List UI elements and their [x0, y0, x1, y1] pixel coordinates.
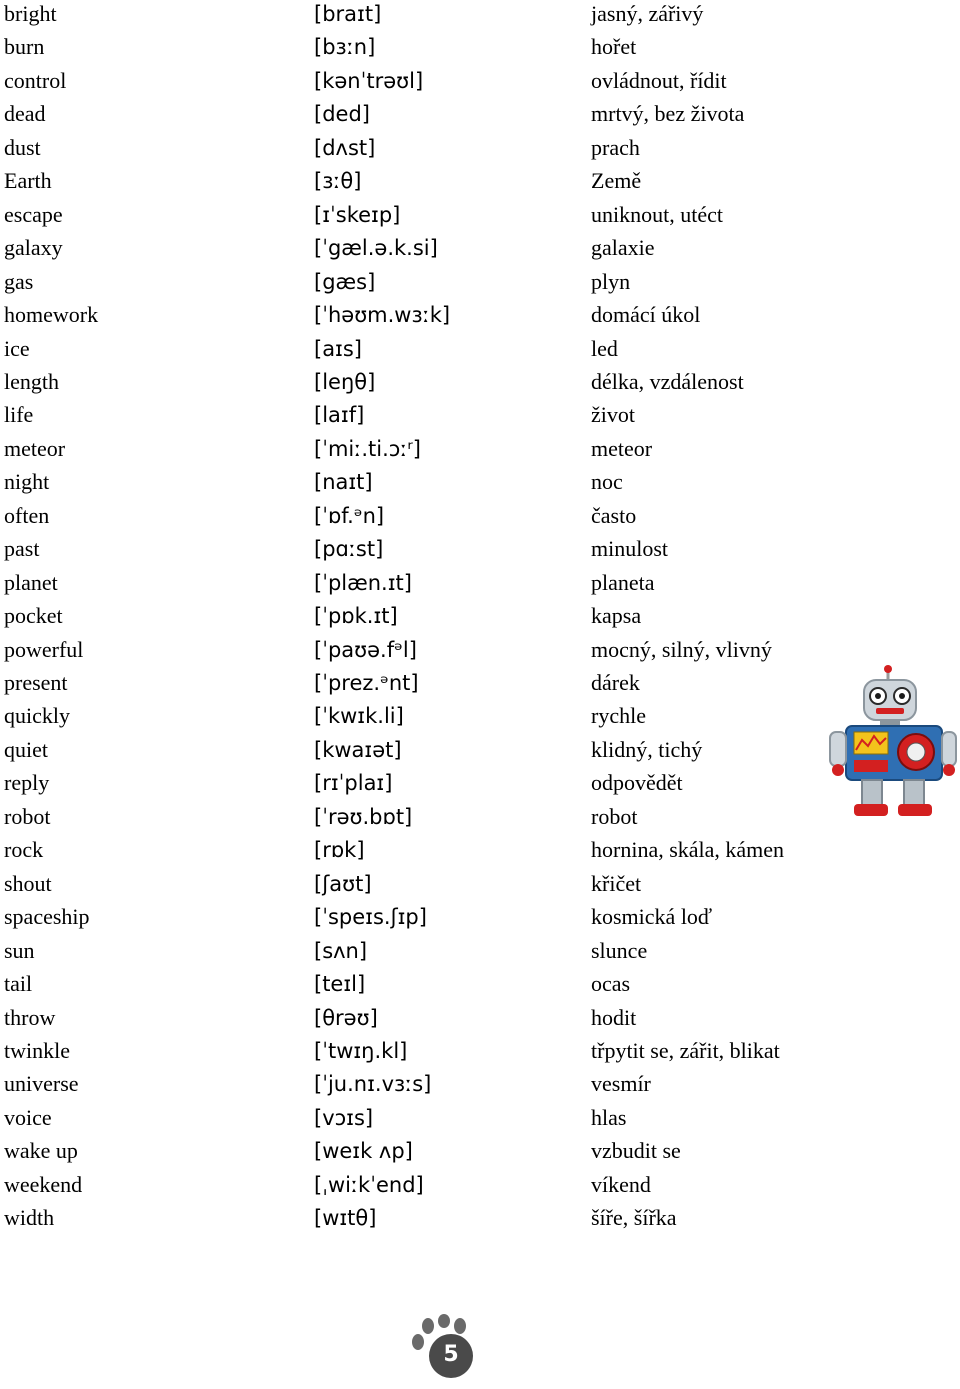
- vocabulary-row: [0, 535, 960, 568]
- english-word: control: [4, 67, 67, 93]
- english-word: present: [4, 670, 68, 695]
- vocabulary-row: [0, 602, 960, 635]
- english-word: dust: [4, 134, 41, 160]
- czech-translation: šíře, šířka: [591, 1205, 677, 1231]
- czech-translation: planeta: [591, 569, 655, 595]
- vocabulary-row: [0, 736, 960, 769]
- vocabulary-row: [0, 836, 960, 869]
- czech-translation: noc: [591, 469, 623, 495]
- vocabulary-row: [0, 301, 960, 334]
- vocabulary-row: [0, 368, 960, 401]
- czech-translation: plyn: [591, 268, 631, 294]
- vocabulary-row: [0, 100, 960, 133]
- pronunciation: [rɒk]: [314, 838, 365, 863]
- vocabulary-row: [0, 970, 960, 1003]
- czech-translation: klidný, tichý: [591, 736, 703, 762]
- english-word: length: [4, 368, 59, 394]
- pronunciation: [ˈplæn.ɪt]: [314, 570, 412, 595]
- czech-translation: dárek: [591, 670, 640, 695]
- pronunciation: [gæs]: [314, 269, 376, 294]
- english-word: galaxy: [4, 235, 63, 261]
- czech-translation: jasný, zářivý: [591, 1, 704, 26]
- vocabulary-row: [0, 1204, 960, 1237]
- vocabulary-row: [0, 234, 960, 267]
- english-word: night: [4, 469, 50, 495]
- czech-translation: domácí úkol: [591, 302, 701, 328]
- pronunciation: [bɜːn]: [314, 35, 376, 60]
- english-word: meteor: [4, 435, 66, 461]
- czech-translation: život: [591, 402, 635, 428]
- czech-translation: víkend: [591, 1171, 651, 1197]
- english-word: planet: [4, 569, 58, 595]
- pronunciation: [ˈɒf.ᵊn]: [314, 503, 385, 528]
- pronunciation: [wɪtθ]: [314, 1206, 377, 1231]
- vocabulary-row: [0, 401, 960, 434]
- pronunciation: [pɑːst]: [314, 537, 384, 562]
- english-word: escape: [4, 201, 63, 227]
- pronunciation: [leŋθ]: [314, 369, 376, 394]
- vocabulary-row: [0, 569, 960, 602]
- czech-translation: mrtvý, bez života: [591, 101, 745, 127]
- vocabulary-row: [0, 769, 960, 802]
- vocabulary-row: [0, 803, 960, 836]
- pronunciation: [weɪk ʌp]: [314, 1139, 413, 1164]
- vocabulary-row: [0, 167, 960, 200]
- vocabulary-row: [0, 1104, 960, 1137]
- pronunciation: [ˈtwɪŋ.kl]: [314, 1038, 408, 1063]
- vocabulary-row: [0, 435, 960, 468]
- czech-translation: hornina, skála, kámen: [591, 837, 785, 863]
- pronunciation: [laɪf]: [314, 403, 365, 428]
- english-word: quiet: [4, 736, 48, 762]
- pronunciation: [vɔɪs]: [314, 1105, 374, 1130]
- vocabulary-row: [0, 937, 960, 970]
- english-word: gas: [4, 268, 34, 294]
- czech-translation: robot: [591, 803, 638, 829]
- pronunciation: [θrəʊ]: [314, 1005, 378, 1030]
- vocabulary-row: [0, 67, 960, 100]
- czech-translation: ovládnout, řídit: [591, 67, 727, 93]
- czech-translation: hodit: [591, 1004, 637, 1030]
- english-word: reply: [4, 770, 50, 796]
- pronunciation: [ˈprez.ᵊnt]: [314, 671, 419, 695]
- english-word: tail: [4, 971, 33, 997]
- czech-translation: často: [591, 502, 637, 528]
- english-word: quickly: [4, 703, 70, 729]
- pronunciation: [ˈmiː.ti.ɔːʳ]: [314, 436, 421, 461]
- pronunciation: [ˈspeɪs.ʃɪp]: [314, 905, 427, 930]
- pronunciation: [naɪt]: [314, 470, 373, 495]
- vocabulary-row: [0, 1037, 960, 1070]
- czech-translation: mocný, silný, vlivný: [591, 636, 772, 662]
- czech-translation: uniknout, utéct: [591, 201, 723, 227]
- vocabulary-row: [0, 268, 960, 301]
- pronunciation: [rɪˈplaɪ]: [314, 771, 393, 796]
- czech-translation: hlas: [591, 1104, 627, 1130]
- vocabulary-row: [0, 502, 960, 535]
- pronunciation: [ɪˈskeɪp]: [314, 202, 401, 227]
- english-word: pocket: [4, 603, 63, 629]
- pronunciation: [sʌn]: [314, 938, 368, 963]
- vocabulary-row: [0, 1004, 960, 1037]
- english-word: spaceship: [4, 904, 90, 930]
- english-word: voice: [4, 1104, 52, 1130]
- czech-translation: galaxie: [591, 235, 655, 261]
- pronunciation: [ˈgæl.ə.k.si]: [314, 236, 438, 261]
- page-number: 5: [443, 1342, 459, 1367]
- pronunciation: [ˈpɒk.ɪt]: [314, 604, 398, 629]
- pronunciation: [teɪl]: [314, 972, 366, 997]
- english-word: universe: [4, 1071, 79, 1097]
- english-word: homework: [4, 302, 99, 328]
- english-word: sun: [4, 937, 35, 963]
- vocabulary-row: [0, 1070, 960, 1103]
- pronunciation: [ˈkwɪk.li]: [314, 704, 404, 729]
- pronunciation: [ded]: [314, 102, 370, 127]
- english-word: dead: [4, 101, 46, 127]
- vocabulary-row: [0, 0, 960, 33]
- vocabulary-row: [0, 903, 960, 936]
- czech-translation: hořet: [591, 34, 637, 60]
- czech-translation: slunce: [591, 937, 648, 963]
- pronunciation: [ˌwiːkˈend]: [314, 1172, 424, 1197]
- english-word: rock: [4, 837, 44, 863]
- czech-translation: křičet: [591, 870, 642, 896]
- vocabulary-row: [0, 33, 960, 66]
- vocabulary-row: [0, 134, 960, 167]
- english-word: width: [4, 1205, 55, 1231]
- pronunciation: [kənˈtrəʊl]: [314, 68, 424, 93]
- czech-translation: meteor: [591, 435, 653, 461]
- czech-translation: vzbudit se: [591, 1138, 681, 1164]
- pronunciation: [ˈju.nɪ.vɜːs]: [314, 1072, 432, 1097]
- pronunciation: [ˈpaʊə.fᵊl]: [314, 637, 417, 662]
- pronunciation: [ʃaʊt]: [314, 871, 372, 896]
- pronunciation: [ˈrəʊ.bɒt]: [314, 804, 413, 829]
- english-word: weekend: [4, 1171, 83, 1197]
- toy-robot-illustration: [824, 662, 960, 824]
- pronunciation: [braɪt]: [314, 2, 382, 26]
- czech-translation: vesmír: [591, 1071, 651, 1097]
- pronunciation: [ˈhəʊm.wɜːk]: [314, 303, 451, 328]
- english-word: past: [4, 536, 40, 562]
- vocabulary-row: [0, 669, 960, 702]
- czech-translation: odpovědět: [591, 770, 683, 796]
- czech-translation: Země: [591, 168, 642, 194]
- pronunciation: [aɪs]: [314, 336, 362, 361]
- czech-translation: kapsa: [591, 603, 642, 629]
- czech-translation: led: [591, 335, 618, 361]
- vocabulary-row: [0, 1137, 960, 1170]
- vocabulary-row: [0, 636, 960, 669]
- vocabulary-row: [0, 201, 960, 234]
- pronunciation: [ɜːθ]: [314, 169, 362, 194]
- vocabulary-row: [0, 1171, 960, 1204]
- english-word: robot: [4, 803, 51, 829]
- pronunciation: [kwaɪət]: [314, 737, 402, 762]
- vocabulary-row: [0, 335, 960, 368]
- czech-translation: třpytit se, zářit, blikat: [591, 1037, 780, 1063]
- czech-translation: délka, vzdálenost: [591, 368, 744, 394]
- english-word: shout: [4, 870, 52, 896]
- english-word: burn: [4, 34, 45, 60]
- english-word: powerful: [4, 636, 84, 662]
- english-word: life: [4, 402, 34, 428]
- czech-translation: rychle: [591, 703, 646, 729]
- vocabulary-row: [0, 870, 960, 903]
- english-word: throw: [4, 1004, 56, 1030]
- english-word: Earth: [4, 168, 52, 194]
- vocabulary-row: [0, 702, 960, 735]
- english-word: often: [4, 502, 50, 528]
- czech-translation: prach: [591, 134, 640, 160]
- english-word: ice: [4, 335, 30, 361]
- english-word: twinkle: [4, 1037, 70, 1063]
- vocabulary-row: [0, 468, 960, 501]
- czech-translation: ocas: [591, 971, 631, 997]
- english-word: wake up: [4, 1138, 78, 1164]
- english-word: bright: [4, 1, 57, 26]
- pronunciation: [dʌst]: [314, 135, 376, 160]
- czech-translation: kosmická loď: [591, 904, 713, 930]
- czech-translation: minulost: [591, 536, 669, 562]
